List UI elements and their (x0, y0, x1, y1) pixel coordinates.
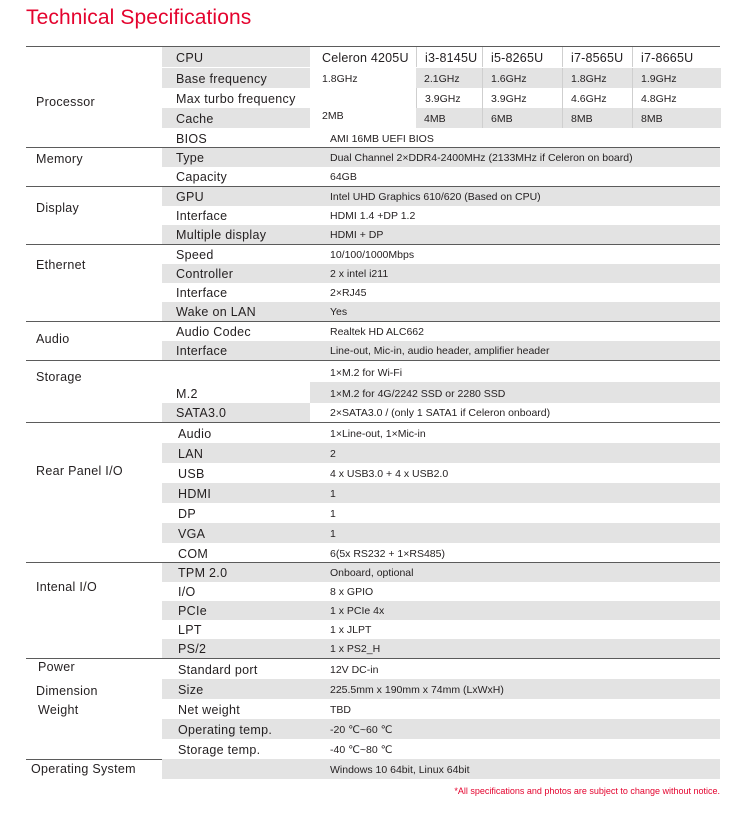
group-label-memory: Memory (36, 152, 83, 166)
memory-capacity-value: 64GB (330, 171, 357, 183)
rear-usb-key: USB (178, 467, 205, 481)
multiple-display-key: Multiple display (162, 225, 310, 244)
pcie-key: PCIe (162, 601, 310, 620)
storage-temp-row (26, 739, 720, 759)
memory-type-key: Type (162, 148, 310, 167)
max-turbo-value: 4.6GHz (571, 93, 607, 105)
display-interface-value: HDMI 1.4 +DP 1.2 (330, 210, 416, 222)
rear-dp-row (26, 503, 720, 523)
operating-temp-key: Operating temp. (162, 719, 310, 739)
multiple-display-row (26, 225, 720, 244)
os-key (162, 759, 310, 779)
memory-type-row (26, 148, 720, 167)
bios-row (26, 128, 720, 148)
rear-lan-key: LAN (162, 443, 310, 463)
cache-value: 2MB (322, 110, 344, 122)
cache-value: 4MB (424, 113, 446, 125)
rear-audio-row (26, 423, 720, 443)
base-frequency-row (26, 68, 720, 88)
operating-temp-row (26, 719, 720, 739)
ethernet-interface-row (26, 283, 720, 302)
audio-codec-value: Realtek HD ALC662 (330, 326, 424, 338)
audio-interface-key: Interface (162, 341, 310, 360)
max-turbo-key: Max turbo frequency (176, 92, 296, 106)
sata-value: 2×SATA3.0 / (only 1 SATA1 if Celeron onboard) (330, 407, 551, 419)
rear-com-value: 6(5x RS232 + 1×RS485) (330, 548, 445, 560)
size-row (26, 679, 720, 699)
pcie-value: 1 x PCIe 4x (310, 601, 720, 620)
rear-vga-key: VGA (162, 523, 310, 543)
memory-capacity-key: Capacity (176, 170, 228, 184)
ps2-row (26, 639, 720, 658)
operating-temp-value: -20 ℃~60 ℃ (310, 719, 720, 739)
sata-key: SATA3.0 (162, 403, 310, 422)
gpio-key: I/O (178, 585, 196, 599)
audio-interface-value: Line-out, Mic-in, audio header, amplifier header (310, 341, 720, 360)
m2-key: M.2 (176, 387, 198, 401)
cpu-model-2: i3-8145U (416, 47, 483, 67)
base-frequency-value: 1.8GHz (571, 73, 607, 85)
audio-codec-key: Audio Codec (176, 325, 251, 339)
rear-com-row (26, 543, 720, 563)
storage-temp-value: -40 ℃~80 ℃ (330, 744, 393, 756)
base-frequency-value: 1.6GHz (491, 73, 527, 85)
cpu-model-4: i7-8565U (562, 47, 633, 67)
base-frequency-value: 1.9GHz (641, 73, 677, 85)
cpu-model-1: Celeron 4205U (322, 51, 409, 65)
cpu-model-5: i7-8665U (632, 47, 721, 67)
base-frequency-key: Base frequency (162, 68, 310, 88)
audio-interface-row (26, 341, 720, 360)
ethernet-interface-value: 2×RJ45 (330, 287, 367, 299)
max-turbo-row (26, 88, 720, 108)
memory-capacity-row (26, 167, 720, 186)
gpu-key: GPU (162, 187, 310, 206)
rear-lan-row (26, 443, 720, 463)
disclaimer-note: *All specifications and photos are subject to change without notice. (454, 786, 720, 796)
memory-type-value: Dual Channel 2×DDR4-2400MHz (2133MHz if Celeron on board) (310, 148, 720, 167)
rear-usb-value: 4 x USB3.0 + 4 x USB2.0 (330, 468, 449, 480)
ethernet-speed-row (26, 245, 720, 264)
rear-dp-key: DP (178, 507, 196, 521)
display-interface-key: Interface (176, 209, 228, 223)
page-title: Technical Specifications (26, 6, 252, 29)
rear-usb-row (26, 463, 720, 483)
cache-value: 8MB (641, 113, 663, 125)
rear-vga-value: 1 (310, 523, 720, 543)
rear-audio-key: Audio (178, 427, 212, 441)
lpt-row (26, 620, 720, 639)
wake-on-lan-key: Wake on LAN (162, 302, 310, 321)
max-turbo-value: 3.9GHz (491, 93, 527, 105)
os-value: Windows 10 64bit, Linux 64bit (310, 759, 720, 779)
cpu-row (26, 47, 720, 67)
ps2-key: PS/2 (162, 639, 310, 658)
cache-value: 8MB (571, 113, 593, 125)
ethernet-controller-row (26, 264, 720, 283)
group-label-audio: Audio (36, 332, 70, 346)
ethernet-speed-value: 10/100/1000Mbps (330, 249, 415, 261)
sata-row (26, 403, 720, 422)
rear-com-key: COM (178, 547, 209, 561)
group-label-storage: Storage (36, 370, 82, 384)
ethernet-interface-key: Interface (176, 286, 228, 300)
net-weight-key: Net weight (178, 703, 241, 717)
tpm-row (26, 563, 720, 582)
ethernet-controller-key: Controller (162, 264, 310, 283)
multiple-display-value: HDMI + DP (310, 225, 720, 244)
net-weight-row (26, 699, 720, 719)
os-row (26, 759, 720, 779)
rear-dp-value: 1 (330, 508, 336, 520)
base-frequency-value: 1.8GHz (322, 73, 358, 85)
storage-temp-key: Storage temp. (178, 743, 261, 757)
group-label-internal-io: Intenal I/O (36, 580, 97, 594)
max-turbo-value: 3.9GHz (425, 93, 461, 105)
group-label-ethernet: Ethernet (36, 258, 86, 272)
bios-key: BIOS (176, 132, 208, 146)
audio-codec-row (26, 322, 720, 341)
cache-key: Cache (162, 108, 310, 128)
ethernet-controller-value: 2 x intel i211 (310, 264, 720, 283)
cache-row (26, 108, 720, 128)
group-label-processor: Processor (36, 95, 95, 109)
gpio-row (26, 582, 720, 601)
power-port-value: 12V DC-in (330, 664, 379, 676)
power-port-key: Standard port (178, 663, 258, 677)
gpu-row (26, 187, 720, 206)
rear-hdmi-row (26, 483, 720, 503)
tpm-value: Onboard, optional (310, 563, 720, 582)
base-frequency-value: 2.1GHz (424, 73, 460, 85)
group-label-weight: Weight (38, 703, 79, 717)
rear-vga-row (26, 523, 720, 543)
group-label-os: Operating System (31, 762, 136, 776)
ethernet-speed-key: Speed (176, 248, 214, 262)
m2-wifi-value: 1×M.2 for Wi-Fi (330, 367, 403, 379)
gpu-value: Intel UHD Graphics 610/620 (Based on CPU) (310, 187, 720, 206)
m2-row (26, 361, 720, 403)
gpio-value: 8 x GPIO (330, 586, 374, 598)
group-label-rear-io: Rear Panel I/O (36, 464, 123, 478)
cpu-model-3: i5-8265U (482, 47, 563, 67)
bios-value: AMI 16MB UEFI BIOS (330, 133, 434, 145)
net-weight-value: TBD (330, 704, 351, 716)
m2-ssd-value: 1×M.2 for 4G/2242 SSD or 2280 SSD (310, 382, 720, 403)
rear-lan-value: 2 (310, 443, 720, 463)
size-value: 225.5mm x 190mm x 74mm (LxWxH) (310, 679, 720, 699)
wake-on-lan-row (26, 302, 720, 321)
size-key: Size (162, 679, 310, 699)
lpt-value: 1 x JLPT (330, 624, 372, 636)
group-label-dimension: Dimension (36, 684, 98, 698)
rear-audio-value: 1×Line-out, 1×Mic-in (330, 428, 426, 440)
lpt-key: LPT (178, 623, 202, 637)
display-interface-row (26, 206, 720, 225)
ps2-value: 1 x PS2_H (310, 639, 720, 658)
power-port-row (26, 659, 720, 679)
tpm-key: TPM 2.0 (162, 563, 310, 582)
group-label-display: Display (36, 201, 80, 215)
wake-on-lan-value: Yes (310, 302, 720, 321)
max-turbo-value: 4.8GHz (641, 93, 677, 105)
cache-value: 6MB (491, 113, 513, 125)
rear-hdmi-value: 1 (310, 483, 720, 503)
rear-hdmi-key: HDMI (162, 483, 310, 503)
pcie-row (26, 601, 720, 620)
cpu-key: CPU (162, 47, 310, 67)
group-label-power: Power (38, 660, 75, 674)
